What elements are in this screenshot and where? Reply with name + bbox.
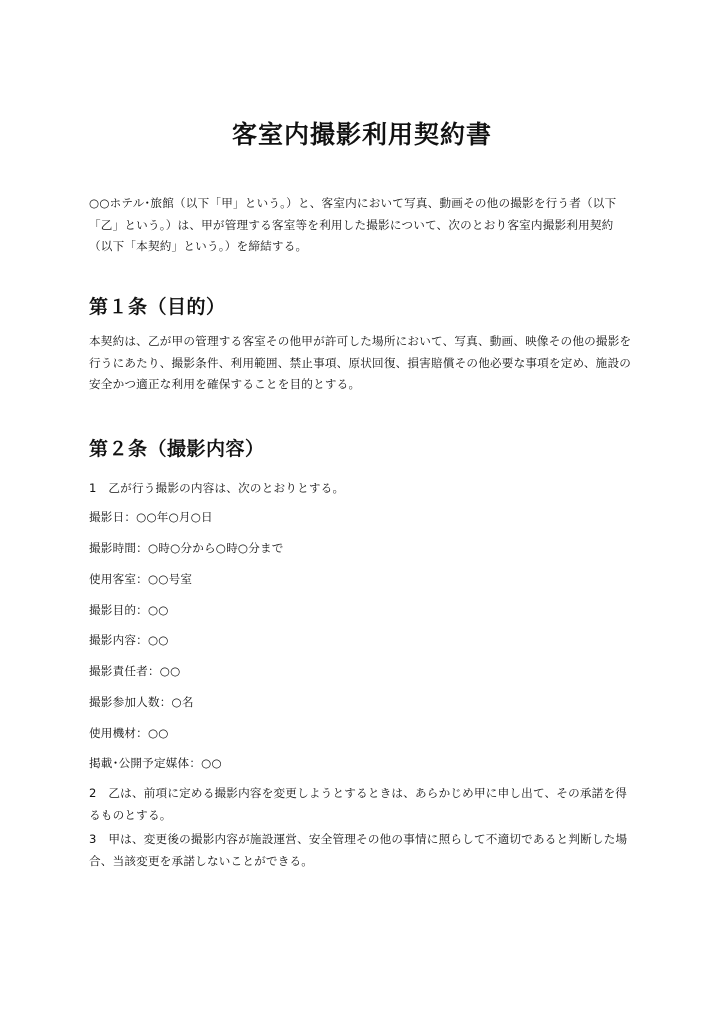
field-participants: 撮影参加人数：○名 bbox=[89, 695, 194, 709]
document-title: 客室内撮影利用契約書 bbox=[231, 120, 492, 149]
field-media: 掲載･公開予定媒体：○○ bbox=[89, 756, 222, 770]
article-2-item-3: 3 甲は、変更後の撮影内容が施設運営、安全管理その他の事情に照らして不適切であると判断した場合、当該変更を承諾しないことができる。 bbox=[89, 832, 628, 868]
field-responsible-person: 撮影責任者：○○ bbox=[89, 664, 181, 678]
field-shooting-date: 撮影日：○○年○月○日 bbox=[89, 510, 213, 524]
field-equipment: 使用機材：○○ bbox=[89, 726, 169, 740]
field-shooting-time: 撮影時間：○時○分から○時○分まで bbox=[89, 541, 284, 555]
article-1-heading: 第１条（目的） bbox=[89, 296, 226, 318]
field-content: 撮影内容：○○ bbox=[89, 633, 169, 647]
article-2-item-2: 2 乙は、前項に定める撮影内容を変更しようとするときは、あらかじめ甲に申し出て、その承諾を得るものとする。 bbox=[89, 786, 628, 822]
field-purpose: 撮影目的：○○ bbox=[89, 603, 169, 617]
article-2-item-1: 1 乙が行う撮影の内容は、次のとおりとする。 bbox=[89, 481, 345, 495]
article-2-heading: 第２条（撮影内容） bbox=[89, 438, 265, 460]
field-room: 使用客室：○○号室 bbox=[89, 572, 193, 586]
article-1-body: 本契約は、乙が甲の管理する客室その他甲が許可した場所において、写真、動画、映像その他の撮影を行うにあたり、撮影条件、利用範囲、禁止事項、原状回復、損害賠償その他必要な事項を定め、施設の安全かつ適正な利用を確保することを目的とする。 bbox=[89, 334, 632, 391]
preamble-paragraph: ○○ホテル･旅館（以下「甲」という。）と、客室内において写真、動画その他の撮影を行う者（以下「乙」という。）は、甲が管理する客室等を利用した撮影について、次のとおり客室内撮影利用契約（以下「本契約」という。）を締結する。 bbox=[89, 196, 617, 253]
